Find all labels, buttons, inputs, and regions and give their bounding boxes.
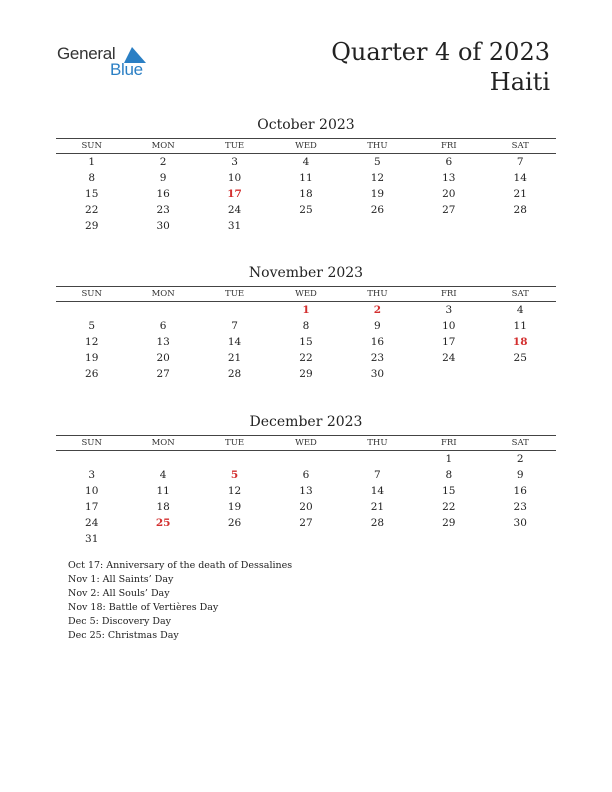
weekday-label: SAT: [511, 141, 529, 151]
holiday-day-cell: 5: [230, 469, 239, 481]
weekday-label: THU: [367, 141, 388, 151]
day-cell: 30: [370, 368, 385, 380]
month-title: October 2023: [257, 117, 355, 133]
day-cell: 10: [442, 320, 456, 332]
day-cell: 28: [513, 204, 527, 216]
weekday-label: MON: [151, 289, 175, 299]
weekday-label: FRI: [440, 438, 457, 448]
week-row: [56, 350, 556, 366]
weekday-label: TUE: [225, 289, 245, 299]
day-cell: 1: [88, 156, 96, 168]
week-row: [56, 334, 556, 350]
week-row: [56, 483, 556, 499]
day-cell: 13: [156, 336, 170, 348]
day-cell: 16: [370, 336, 385, 348]
day-cell: 23: [513, 501, 527, 513]
day-cell: 22: [442, 501, 456, 513]
week-row: [56, 366, 556, 382]
day-cell: 29: [85, 220, 99, 232]
day-cell: 6: [445, 156, 453, 168]
day-cell: 3: [231, 156, 238, 168]
day-cell: 8: [445, 469, 453, 481]
day-cell: 19: [85, 352, 99, 364]
week-row: [56, 154, 556, 170]
day-cell: 26: [370, 204, 385, 216]
week-row: [56, 302, 556, 318]
day-cell: 25: [299, 204, 313, 216]
day-cell: 23: [370, 352, 385, 364]
day-cell: 11: [513, 320, 527, 332]
weekday-header: [56, 286, 556, 302]
week-row: [56, 531, 556, 547]
day-cell: 4: [516, 304, 524, 316]
day-cell: 28: [370, 517, 385, 529]
weekday-label: MON: [151, 438, 175, 448]
weekday-label: THU: [367, 289, 388, 299]
holiday-notes: [68, 559, 292, 643]
weekday-label: MON: [151, 141, 175, 151]
week-row: [56, 318, 556, 334]
day-cell: 9: [374, 320, 381, 332]
day-cell: 7: [516, 156, 524, 168]
day-cell: 9: [159, 172, 167, 184]
holiday-note: Nov 18: Battle of Vertières Day: [68, 602, 219, 613]
weekday-label: SUN: [81, 141, 102, 151]
day-cell: 8: [88, 172, 96, 184]
day-cell: 12: [370, 172, 385, 184]
day-cell: 8: [302, 320, 310, 332]
day-cell: 4: [302, 156, 310, 168]
day-cell: 26: [85, 368, 99, 380]
day-cell: 20: [299, 501, 313, 513]
day-cell: 25: [513, 352, 527, 364]
holiday-note: Dec 5: Discovery Day: [68, 616, 171, 627]
day-cell: 5: [88, 320, 96, 332]
day-cell: 7: [231, 320, 238, 332]
day-cell: 14: [513, 172, 527, 184]
day-cell: 13: [299, 485, 313, 497]
month-october: [56, 116, 556, 234]
weekday-label: WED: [295, 438, 317, 448]
day-cell: 6: [159, 320, 167, 332]
day-cell: 13: [442, 172, 456, 184]
day-cell: 29: [299, 368, 313, 380]
weekday-header: [56, 435, 556, 451]
weekday-label: SAT: [511, 289, 529, 299]
month-title: November 2023: [248, 265, 364, 281]
day-cell: 31: [227, 220, 242, 232]
quarter-title: Quarter 4 of 2023: [331, 38, 550, 66]
day-cell: 2: [516, 453, 524, 465]
weekday-header: [56, 138, 556, 154]
weekday-label: THU: [367, 438, 388, 448]
day-cell: 27: [156, 368, 170, 380]
day-cell: 3: [445, 304, 453, 316]
weekday-label: WED: [295, 289, 317, 299]
day-cell: 9: [516, 469, 524, 481]
day-cell: 15: [299, 336, 313, 348]
page-title: [331, 37, 550, 97]
day-cell: 12: [227, 485, 242, 497]
country-title: Haiti: [489, 68, 550, 96]
holiday-day-cell: 17: [227, 188, 242, 200]
holiday-day-cell: 1: [302, 304, 310, 316]
day-cell: 3: [88, 469, 96, 481]
day-cell: 17: [85, 501, 99, 513]
day-cell: 30: [513, 517, 527, 529]
day-cell: 1: [445, 453, 453, 465]
day-cell: 28: [227, 368, 242, 380]
month-title: December 2023: [249, 414, 363, 430]
day-cell: 2: [159, 156, 167, 168]
day-cell: 16: [513, 485, 527, 497]
weekday-label: TUE: [225, 438, 245, 448]
holiday-day-cell: 25: [155, 517, 171, 529]
logo: [57, 44, 157, 80]
day-cell: 15: [85, 188, 99, 200]
holiday-day-cell: 18: [512, 336, 528, 348]
holiday-note: Dec 25: Christmas Day: [68, 630, 179, 641]
day-cell: 21: [227, 352, 242, 364]
day-cell: 6: [302, 469, 310, 481]
week-row: [56, 467, 556, 483]
day-cell: 15: [442, 485, 456, 497]
weekday-label: FRI: [440, 141, 457, 151]
day-cell: 14: [227, 336, 242, 348]
week-row: [56, 170, 556, 186]
day-cell: 31: [85, 533, 99, 545]
day-cell: 7: [374, 469, 381, 481]
day-cell: 12: [85, 336, 99, 348]
weekday-label: FRI: [440, 289, 457, 299]
day-cell: 16: [156, 188, 170, 200]
day-cell: 4: [159, 469, 167, 481]
logo-text-blue: Blue: [110, 60, 143, 79]
holiday-note: Nov 2: All Souls’ Day: [68, 588, 170, 599]
day-cell: 10: [85, 485, 99, 497]
weekday-label: SUN: [81, 289, 102, 299]
day-cell: 14: [370, 485, 385, 497]
day-cell: 22: [85, 204, 99, 216]
day-cell: 20: [442, 188, 456, 200]
day-cell: 20: [156, 352, 170, 364]
week-row: [56, 515, 556, 531]
day-cell: 23: [156, 204, 170, 216]
day-cell: 27: [299, 517, 313, 529]
weekday-label: SUN: [81, 438, 102, 448]
week-row: [56, 186, 556, 202]
week-row: [56, 218, 556, 234]
weekday-label: SAT: [511, 438, 529, 448]
day-cell: 18: [299, 188, 313, 200]
holiday-note: Oct 17: Anniversary of the death of Dessalines: [68, 560, 293, 571]
day-cell: 21: [370, 501, 385, 513]
day-cell: 29: [442, 517, 456, 529]
logo-text-general: General: [57, 44, 116, 63]
month-december: [56, 413, 556, 547]
day-cell: 24: [227, 204, 242, 216]
holiday-day-cell: 2: [373, 304, 382, 316]
day-cell: 18: [156, 501, 170, 513]
day-cell: 19: [227, 501, 242, 513]
day-cell: 11: [156, 485, 170, 497]
day-cell: 30: [156, 220, 170, 232]
day-cell: 10: [227, 172, 242, 184]
week-row: [56, 451, 556, 467]
day-cell: 19: [370, 188, 385, 200]
day-cell: 21: [513, 188, 527, 200]
weekday-label: WED: [295, 141, 317, 151]
day-cell: 22: [299, 352, 313, 364]
weekday-label: TUE: [225, 141, 245, 151]
day-cell: 24: [442, 352, 456, 364]
month-november: [56, 264, 556, 382]
holiday-note: Nov 1: All Saints’ Day: [68, 574, 174, 585]
week-row: [56, 202, 556, 218]
week-row: [56, 499, 556, 515]
day-cell: 5: [374, 156, 381, 168]
day-cell: 27: [442, 204, 456, 216]
day-cell: 24: [85, 517, 99, 529]
day-cell: 11: [299, 172, 313, 184]
day-cell: 26: [227, 517, 242, 529]
day-cell: 17: [442, 336, 456, 348]
